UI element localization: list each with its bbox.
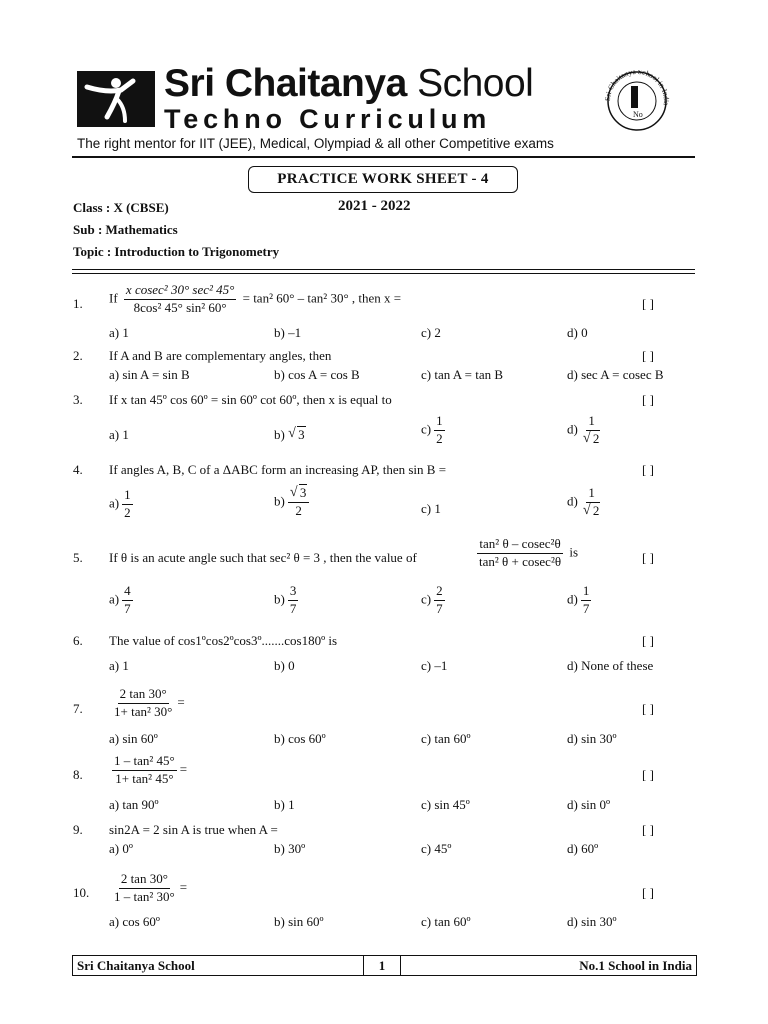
option-d: d) sec A = cosec B <box>567 367 664 382</box>
school-logo <box>77 71 155 127</box>
answer-bracket[interactable]: [ ] <box>642 462 654 477</box>
question-number: 9. <box>73 822 83 837</box>
option-c: c) sin 45º <box>421 797 470 812</box>
option-a: a) cos 60º <box>109 914 160 929</box>
tagline: The right mentor for IIT (JEE), Medical, Olympiad & all other Competitive exams <box>77 136 554 151</box>
option-c: c) $\frac{2}{7}$ <box>421 583 443 616</box>
question-number: 3. <box>73 392 83 407</box>
option-c: c) 45º <box>421 841 452 856</box>
option-a: a) $\frac{1}{2}$ <box>109 487 131 520</box>
runner-logo-icon <box>77 71 155 127</box>
option-a: a) 1 <box>109 325 129 340</box>
answer-bracket[interactable]: [ ] <box>642 633 654 648</box>
question-number: 7. <box>73 701 83 716</box>
question-text: If x tan 45º cos 60º = sin 60º cot 60º, then x is equal to <box>109 392 392 407</box>
option-d: d) sin 0º <box>567 797 611 812</box>
academic-year: 2021 - 2022 <box>338 198 411 214</box>
option-c: c) $\frac{1}{2}$ <box>421 413 443 446</box>
option-a: a) tan 90º <box>109 797 159 812</box>
question-number: 10. <box>73 885 90 900</box>
answer-bracket[interactable]: [ ] <box>642 701 654 716</box>
option-c: c) tan 60º <box>421 914 471 929</box>
question-text: The value of cos1ºcos2ºcos3º.......cos180º is <box>109 633 338 648</box>
question-text: If angles A, B, C of a ΔABC form an increasing AP, then sin B = <box>109 462 447 477</box>
question-text: If $\frac{\text{x cosec² 30° sec² 45°}}{\text{8cos² 45° sin² 60°}}$ = tan² 60° – tan² 30° , then x = <box>109 282 402 315</box>
option-d: d) 1 √ 2 <box>567 486 605 519</box>
option-d: d) None of these <box>567 658 654 673</box>
page-footer <box>72 955 697 976</box>
option-c: c) 1 <box>421 501 441 516</box>
header-divider <box>72 156 695 158</box>
option-c: c) tan A = tan B <box>421 367 504 382</box>
option-a: a) 1 <box>109 427 129 442</box>
school-seal <box>596 70 678 132</box>
topic-label: Topic : Introduction to Trigonometry <box>73 244 280 259</box>
question-text: If θ is an acute angle such that sec² θ = 3 , then the value of <box>109 550 417 565</box>
school-name: Sri Chaitanya School <box>164 62 534 105</box>
option-b: b) sin 60º <box>274 914 324 929</box>
option-d: d) sin 30º <box>567 914 617 929</box>
seal-ring-text: Sri Chaitanya School in India <box>602 70 672 106</box>
question-text: $\frac{2 \tan 30^\circ}{\text{1+ tan² 30°}}$ = <box>114 686 185 719</box>
option-b: b) $\frac{3}{7}$ <box>274 583 297 616</box>
option-b: b) 1 <box>274 797 295 812</box>
question-number: 1. <box>73 296 83 311</box>
question-text: If A and B are complementary angles, then <box>109 348 332 363</box>
answer-bracket[interactable]: [ ] <box>642 296 654 311</box>
footer-school-name: Sri Chaitanya School <box>77 958 195 973</box>
option-a: a) $\frac{4}{7}$ <box>109 583 131 616</box>
option-c: c) –1 <box>421 658 448 673</box>
option-b: b) √ 3 <box>274 427 306 443</box>
answer-bracket[interactable]: [ ] <box>642 550 654 565</box>
answer-bracket[interactable]: [ ] <box>642 885 654 900</box>
option-b: b) 0 <box>274 658 295 673</box>
footer-slogan: No.1 School in India <box>579 958 692 973</box>
question-text: $\frac{\text{1 – tan² 45°}}{\text{1+ tan² 45°}}$ = <box>114 753 188 786</box>
seal-icon <box>596 70 678 132</box>
worksheet-title: PRACTICE WORK SHEET - 4 <box>248 166 518 193</box>
question-text: $\frac{2 \tan 30^\circ}{\text{1 – tan² 30°}}$ = <box>114 871 188 904</box>
option-d: d) 0 <box>567 325 588 340</box>
class-label: Class : X (CBSE) <box>73 200 169 215</box>
option-b: b) √ $\frac{3}{2}$ <box>274 486 312 519</box>
option-a: a) sin 60º <box>109 731 158 746</box>
section-divider <box>72 273 695 274</box>
option-a: a) 1 <box>109 658 129 673</box>
option-b: b) cos A = cos B <box>274 367 360 382</box>
question-text: sin2A = 2 sin A is true when A = <box>109 822 278 837</box>
answer-bracket[interactable]: [ ] <box>642 392 654 407</box>
section-divider <box>72 269 695 270</box>
question-number: 6. <box>73 633 83 648</box>
answer-bracket[interactable]: [ ] <box>642 767 654 782</box>
option-b: b) –1 <box>274 325 302 340</box>
option-a: a) sin A = sin B <box>109 367 190 382</box>
option-c: c) 2 <box>421 325 441 340</box>
option-d: d) $\frac{1}{7}$ <box>567 583 590 616</box>
answer-bracket[interactable]: [ ] <box>642 348 654 363</box>
answer-bracket[interactable]: [ ] <box>642 822 654 837</box>
option-d: d) 1 √ 2 <box>567 414 605 447</box>
option-a: a) 0º <box>109 841 133 856</box>
curriculum-title: Techno Curriculum <box>164 104 492 134</box>
question-number: 2. <box>73 348 83 363</box>
page-number: 1 <box>363 956 401 975</box>
seal-no-text: No <box>633 110 643 119</box>
question-number: 4. <box>73 462 83 477</box>
question-number: 5. <box>73 550 83 565</box>
option-b: b) 30º <box>274 841 306 856</box>
question-fraction: $\frac{\text{tan² θ – cosec²θ}}{\text{tan² θ + cosec²θ}}$ is <box>479 536 579 569</box>
option-d: d) sin 30º <box>567 731 617 746</box>
option-b: b) cos 60º <box>274 731 326 746</box>
option-c: c) tan 60º <box>421 731 471 746</box>
question-number: 8. <box>73 767 83 782</box>
subject-label: Sub : Mathematics <box>73 222 178 237</box>
option-d: d) 60º <box>567 841 599 856</box>
